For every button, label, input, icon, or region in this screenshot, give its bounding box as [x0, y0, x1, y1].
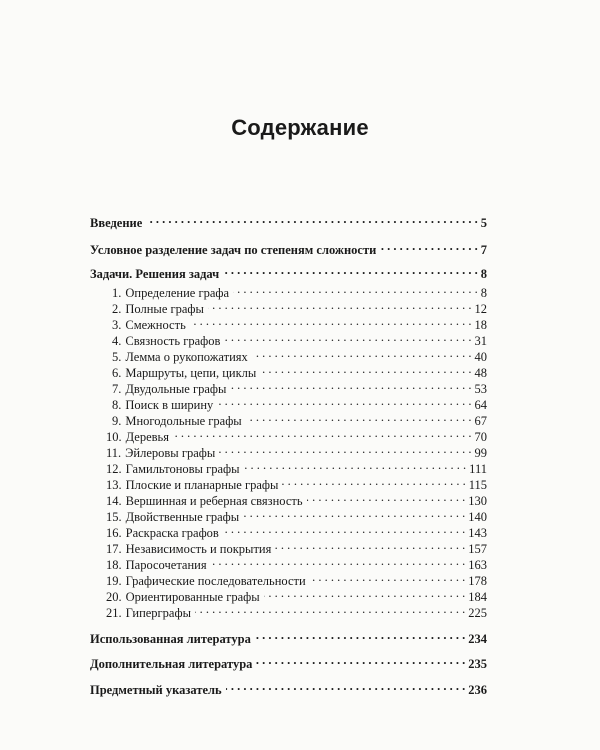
toc-page-number: 8	[480, 267, 487, 281]
chapter-title: Определение графа	[125, 286, 230, 300]
toc-chapter[interactable]	[106, 601, 487, 621]
toc-page-number: 40	[474, 350, 487, 364]
chapter-number: 16.	[106, 526, 122, 540]
chapter-number: 4.	[112, 334, 122, 348]
chapter-number: 19.	[106, 574, 122, 588]
chapter-title: Двудольные графы	[125, 382, 227, 396]
leader-dots	[173, 425, 471, 441]
chapter-number: 20.	[106, 590, 122, 604]
leader-dots	[307, 489, 466, 505]
leader-dots	[255, 627, 465, 643]
toc-page-number: 115	[468, 478, 487, 492]
toc-page-number: 178	[468, 574, 487, 588]
chapter-number: 15.	[106, 510, 122, 524]
toc-page-number: 111	[469, 462, 487, 476]
leader-dots	[226, 678, 466, 694]
chapter-title: Гиперграфы	[125, 606, 191, 620]
chapter-number: 12.	[106, 462, 122, 476]
leader-dots	[380, 238, 477, 254]
leader-dots	[208, 297, 472, 313]
chapter-title: Лемма о рукопожатиях	[125, 350, 248, 364]
chapter-number: 13.	[106, 478, 122, 492]
chapter-number: 1.	[112, 286, 122, 300]
leader-dots	[310, 569, 466, 585]
chapter-number: 7.	[112, 382, 122, 396]
leader-dots	[195, 601, 465, 617]
toc-label: Введение	[90, 216, 143, 230]
chapter-title: Независимость и покрытия	[125, 542, 272, 556]
chapter-number: 9.	[112, 414, 122, 428]
toc-page-number: 234	[468, 632, 487, 646]
toc-entry-index[interactable]	[90, 678, 487, 698]
toc-page-number: 53	[474, 382, 487, 396]
leader-dots	[219, 441, 471, 457]
toc-page-number: 225	[468, 606, 487, 620]
toc-page-number: 7	[480, 243, 487, 257]
toc-entry-literature[interactable]	[90, 627, 487, 647]
toc-page-number: 184	[468, 590, 487, 604]
toc-page-number: 157	[468, 542, 487, 556]
chapter-title: Поиск в ширину	[125, 398, 214, 412]
chapter-title: Вершинная и реберная связность	[125, 494, 303, 508]
toc-page-number: 31	[474, 334, 487, 348]
toc-label: Задачи. Решения задач	[90, 267, 220, 281]
leader-dots	[256, 652, 465, 668]
toc-page-number: 18	[474, 318, 487, 332]
chapter-title: Паросочетания	[125, 558, 207, 572]
chapter-number: 11.	[106, 446, 122, 460]
leader-dots	[230, 377, 471, 393]
chapter-number: 17.	[106, 542, 122, 556]
leader-dots	[264, 585, 466, 601]
toc-page-number: 235	[468, 657, 487, 671]
toc-page-number: 143	[468, 526, 487, 540]
leader-dots	[190, 313, 472, 329]
chapter-title: Гамильтоновы графы	[125, 462, 240, 476]
toc-page-number: 67	[474, 414, 487, 428]
chapter-number: 10.	[106, 430, 122, 444]
leader-dots	[275, 537, 465, 553]
chapter-title: Полные графы	[125, 302, 204, 316]
leader-dots	[211, 553, 466, 569]
chapter-title: Смежность	[125, 318, 186, 332]
chapter-title: Раскраска графов	[125, 526, 219, 540]
toc-page-number: 236	[468, 683, 487, 697]
leader-dots	[224, 329, 471, 345]
page-title: Содержание	[231, 115, 369, 140]
toc-page-number: 5	[480, 216, 487, 230]
chapter-number: 14.	[106, 494, 122, 508]
chapter-number: 2.	[112, 302, 122, 316]
leader-dots	[252, 345, 472, 361]
chapter-title: Маршруты, цепи, циклы	[125, 366, 257, 380]
chapter-title: Графические последовательности	[125, 574, 306, 588]
toc-label: Предметный указатель	[90, 683, 222, 697]
toc-entry-difficulty[interactable]	[90, 238, 487, 258]
toc-page-number: 140	[468, 510, 487, 524]
toc-entry-extra-literature[interactable]	[90, 652, 487, 672]
toc-page-number: 12	[474, 302, 487, 316]
chapter-number: 6.	[112, 366, 122, 380]
toc-page-number: 130	[468, 494, 487, 508]
chapter-title: Многодольные графы	[125, 414, 242, 428]
toc-page-number: 64	[474, 398, 487, 412]
toc-page-number: 70	[474, 430, 487, 444]
toc-label	[106, 605, 195, 621]
chapter-number: 21.	[106, 606, 122, 620]
toc-entry-intro[interactable]	[90, 211, 487, 231]
toc-label: Условное разделение задач по степеням сложности	[90, 243, 377, 257]
leader-dots	[223, 521, 465, 537]
toc-label: Использованная литература	[90, 632, 251, 646]
chapter-title: Ориентированные графы	[125, 590, 260, 604]
leader-dots	[217, 393, 471, 409]
chapter-number: 3.	[112, 318, 122, 332]
leader-dots	[282, 473, 465, 489]
chapter-number: 8.	[112, 398, 122, 412]
leader-dots	[223, 262, 478, 278]
leader-dots	[260, 361, 471, 377]
chapter-title: Связность графов	[125, 334, 221, 348]
leader-dots	[244, 457, 467, 473]
leader-dots	[146, 211, 477, 227]
chapter-title: Эйлеровы графы	[125, 446, 216, 460]
toc-entry-tasks[interactable]	[90, 262, 487, 282]
chapter-title: Плоские и планарные графы	[125, 478, 279, 492]
chapter-title: Двойственные графы	[125, 510, 240, 524]
leader-dots	[243, 505, 465, 521]
chapter-title: Деревья	[125, 430, 170, 444]
chapter-number: 18.	[106, 558, 122, 572]
toc-page-number: 8	[480, 286, 487, 300]
leader-dots	[246, 409, 472, 425]
chapter-number: 5.	[112, 350, 122, 364]
toc-label: Дополнительная литература	[90, 657, 253, 671]
toc-page-number: 163	[468, 558, 487, 572]
toc-page-number: 48	[474, 366, 487, 380]
toc-page-number: 99	[474, 446, 487, 460]
leader-dots	[233, 281, 478, 297]
